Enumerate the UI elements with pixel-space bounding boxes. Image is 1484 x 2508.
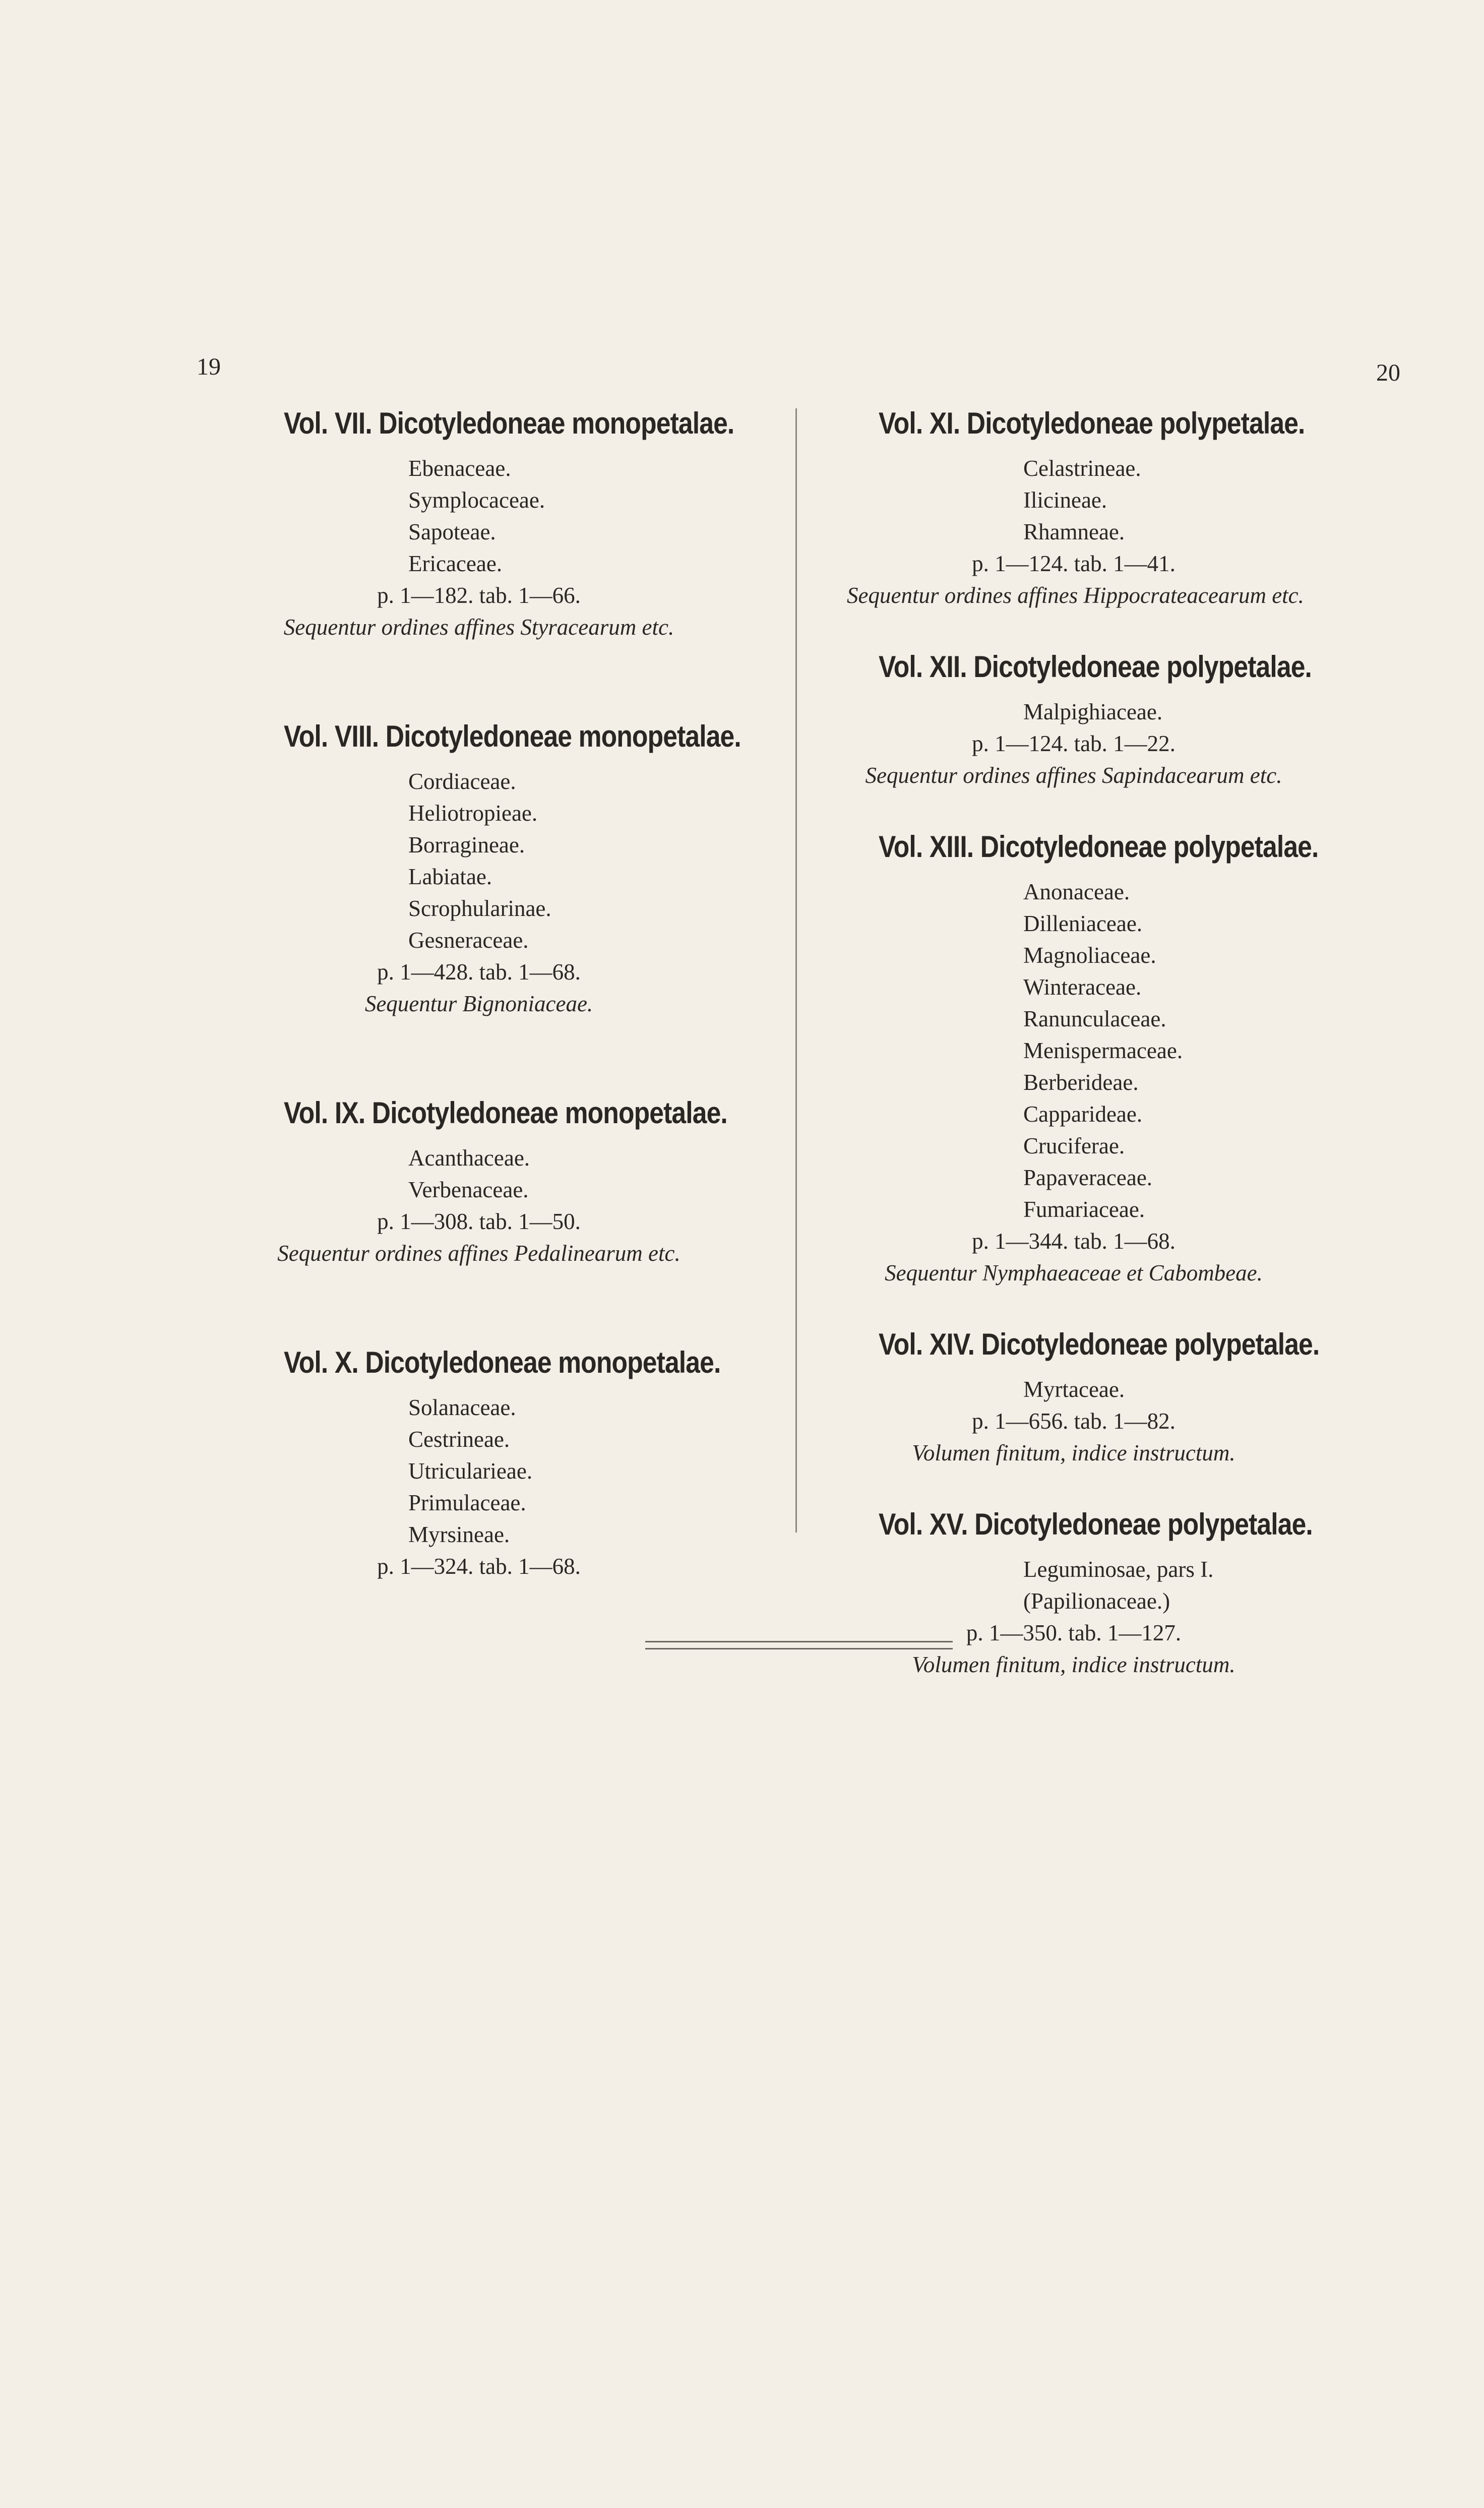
page-plate-range: p. 1—350. tab. 1—127. (966, 1620, 1182, 1645)
sequentur-note: Sequentur ordines affines Sapindacearum etc. (865, 763, 1282, 788)
page-plate-range: p. 1—428. tab. 1—68. (377, 959, 581, 985)
family-name: Fumariaceae. (1023, 1197, 1145, 1222)
volume-block (252, 1093, 727, 1269)
sequentur-note: Sequentur Bignoniaceae. (364, 991, 593, 1016)
right-column (847, 403, 1320, 1716)
volume-title: Vol. XIII. Dicotyledoneae polypetalae. (879, 830, 1319, 864)
page-plate-range: p. 1—124. tab. 1—41. (972, 551, 1176, 576)
volume-block (252, 403, 734, 643)
family-name: Primulaceae. (408, 1490, 526, 1515)
family-name: Myrsineae. (408, 1522, 510, 1547)
volume-block (847, 403, 1305, 611)
family-name: Dilleniaceae. (1023, 911, 1143, 936)
family-name: Cordiaceae. (408, 769, 516, 794)
sequentur-note: Sequentur ordines affines Styracearum etc. (283, 615, 674, 640)
volume-block (252, 1342, 721, 1582)
sequentur-note: Sequentur ordines affines Hippocrateacearum etc. (847, 583, 1304, 608)
volume-block (252, 716, 741, 1020)
family-name: Cruciferae. (1023, 1133, 1125, 1158)
volume-block (847, 647, 1312, 791)
volume-title: Vol. IX. Dicotyledoneae monopetalae. (284, 1096, 727, 1130)
family-name: Sapoteae. (408, 519, 496, 544)
sequentur-note: Sequentur ordines affines Pedalinearum etc. (277, 1241, 681, 1266)
volume-title: Vol. VII. Dicotyledoneae monopetalae. (284, 406, 734, 440)
family-name: Berberideae. (1023, 1070, 1139, 1095)
family-name: Gesneraceae. (408, 928, 529, 953)
family-name: Labiatae. (408, 864, 492, 889)
volume-block (847, 1324, 1320, 1469)
family-name: Borragineae. (408, 832, 525, 858)
family-name: Ericaceae. (408, 551, 503, 576)
page-plate-range: p. 1—182. tab. 1—66. (377, 583, 581, 608)
volume-title: Vol. X. Dicotyledoneae monopetalae. (284, 1345, 721, 1379)
family-name: Scrophularinae. (408, 896, 551, 921)
volume-title: Vol. XIV. Dicotyledoneae polypetalae. (879, 1327, 1320, 1361)
page-plate-range: p. 1—308. tab. 1—50. (377, 1209, 581, 1234)
left-column (252, 403, 741, 1656)
family-name: Menispermaceae. (1023, 1038, 1183, 1063)
family-name: Malpighiaceae. (1023, 699, 1163, 724)
family-name: Celastrineae. (1023, 456, 1141, 481)
volume-block (847, 827, 1319, 1289)
column-divider (795, 408, 797, 1533)
family-name: Capparideae. (1023, 1102, 1143, 1127)
family-name: Acanthaceae. (408, 1145, 530, 1171)
sequentur-note: Volumen finitum, indice instructum. (912, 1652, 1235, 1677)
family-name: Anonaceae. (1023, 879, 1130, 904)
family-name: Ranunculaceae. (1023, 1006, 1166, 1031)
family-name: Rhamneae. (1023, 519, 1125, 544)
volume-title: Vol. XV. Dicotyledoneae polypetalae. (879, 1507, 1313, 1541)
family-name: Cestrineae. (408, 1427, 510, 1452)
family-name: Heliotropieae. (408, 801, 538, 826)
family-name: Magnoliaceae. (1023, 943, 1156, 968)
family-name: Solanaceae. (408, 1395, 516, 1420)
family-name: Utricularieae. (408, 1458, 533, 1484)
family-name: Papaveraceae. (1023, 1165, 1153, 1190)
page-plate-range: p. 1—324. tab. 1—68. (377, 1554, 581, 1579)
page-plate-range: p. 1—344. tab. 1—68. (972, 1229, 1176, 1254)
page-plate-range: p. 1—656. tab. 1—82. (972, 1409, 1176, 1434)
family-name: Verbenaceae. (408, 1177, 529, 1202)
closing-double-rule (645, 1641, 953, 1649)
sequentur-note: Sequentur Nymphaeaceae et Cabombeae. (885, 1260, 1263, 1286)
family-name: Leguminosae, pars I. (1023, 1557, 1214, 1582)
page-number-left: 19 (197, 353, 221, 380)
family-name: Ebenaceae. (408, 456, 511, 481)
volume-title: Vol. VIII. Dicotyledoneae monopetalae. (284, 719, 741, 753)
volume-title: Vol. XI. Dicotyledoneae polypetalae. (879, 406, 1305, 440)
sequentur-note: Volumen finitum, indice instructum. (912, 1440, 1235, 1465)
family-name: Myrtaceae. (1023, 1377, 1125, 1402)
family-name: Winteraceae. (1023, 974, 1142, 1000)
family-name: (Papilionaceae.) (1023, 1588, 1170, 1614)
page-number-right: 20 (1376, 359, 1400, 386)
volume-block (847, 1504, 1313, 1681)
volume-title: Vol. XII. Dicotyledoneae polypetalae. (879, 650, 1312, 684)
family-name: Symplocaceae. (408, 487, 545, 513)
page-plate-range: p. 1—124. tab. 1—22. (972, 731, 1176, 756)
family-name: Ilicineae. (1023, 487, 1107, 513)
